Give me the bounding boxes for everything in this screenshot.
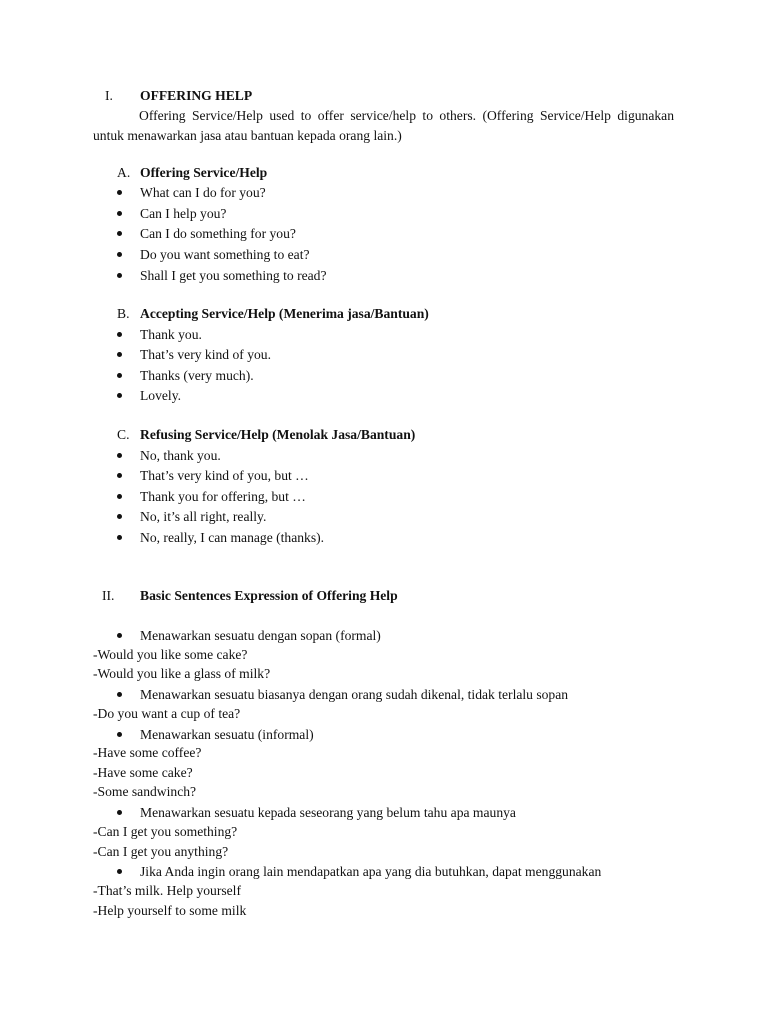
subsection-b-title: Accepting Service/Help (Menerima jasa/Bantuan) xyxy=(140,306,429,321)
bullet-icon xyxy=(117,352,122,357)
list-item: Thank you for offering, but … xyxy=(140,489,306,504)
section-1-title: OFFERING HELP xyxy=(140,88,253,103)
bullet-icon xyxy=(117,810,122,815)
list-item: Thanks (very much). xyxy=(140,368,254,383)
bullet-icon xyxy=(117,211,122,216)
example-line: -Can I get you anything? xyxy=(93,844,229,859)
bullet-icon xyxy=(117,453,122,458)
example-line: -Can I get you something? xyxy=(93,824,238,839)
section-1-number: I. xyxy=(105,88,113,103)
bullet-icon xyxy=(117,494,122,499)
subsection-c-letter: C. xyxy=(117,427,130,442)
subsection-a-title: Offering Service/Help xyxy=(140,165,268,180)
section-2-number: II. xyxy=(102,588,115,603)
list-item: Jika Anda ingin orang lain mendapatkan apa yang dia butuhkan, dapat menggunakan xyxy=(140,864,602,879)
bullet-icon xyxy=(117,869,122,874)
list-item: No, it’s all right, really. xyxy=(140,509,267,524)
section-2-title: Basic Sentences Expression of Offering Help xyxy=(140,588,398,603)
list-item: Lovely. xyxy=(140,388,182,403)
bullet-icon xyxy=(117,514,122,519)
list-item: Can I help you? xyxy=(140,206,227,221)
bullet-icon xyxy=(117,692,122,697)
subsection-a-letter: A. xyxy=(117,165,131,180)
bullet-icon xyxy=(117,190,122,195)
example-line: -Help yourself to some milk xyxy=(93,903,247,918)
example-line: -Would you like a glass of milk? xyxy=(93,666,271,681)
list-item: Shall I get you something to read? xyxy=(140,268,327,283)
example-line: -Have some cake? xyxy=(93,765,193,780)
bullet-icon xyxy=(117,473,122,478)
bullet-icon xyxy=(117,231,122,236)
section-1-intro: Offering Service/Help used to offer service/help to others. (Offering Service/Help digunakan untuk menawarkan jasa atau bantuan kepada orang lain.) xyxy=(93,108,674,143)
bullet-icon xyxy=(117,633,122,638)
subsection-c-title: Refusing Service/Help (Menolak Jasa/Bantuan) xyxy=(140,427,416,442)
bullet-icon xyxy=(117,535,122,540)
subsection-b-letter: B. xyxy=(117,306,130,321)
example-line: -That’s milk. Help yourself xyxy=(93,883,241,898)
list-item: That’s very kind of you, but … xyxy=(140,468,309,483)
bullet-icon xyxy=(117,373,122,378)
list-item: Thank you. xyxy=(140,327,202,342)
list-item: That’s very kind of you. xyxy=(140,347,272,362)
bullet-icon xyxy=(117,732,122,737)
list-item: Menawarkan sesuatu dengan sopan (formal) xyxy=(140,628,381,643)
list-item: Do you want something to eat? xyxy=(140,247,310,262)
list-item: Menawarkan sesuatu kepada seseorang yang belum tahu apa maunya xyxy=(140,805,516,820)
bullet-icon xyxy=(117,273,122,278)
list-item: Menawarkan sesuatu biasanya dengan orang sudah dikenal, tidak terlalu sopan xyxy=(140,687,569,702)
list-item: What can I do for you? xyxy=(140,185,266,200)
list-item: No, really, I can manage (thanks). xyxy=(140,530,325,545)
example-line: -Do you want a cup of tea? xyxy=(93,706,241,721)
bullet-icon xyxy=(117,393,122,398)
example-line: -Have some coffee? xyxy=(93,745,202,760)
example-line: -Would you like some cake? xyxy=(93,647,248,662)
example-line: -Some sandwinch? xyxy=(93,784,197,799)
list-item: Can I do something for you? xyxy=(140,226,296,241)
list-item: No, thank you. xyxy=(140,448,221,463)
list-item: Menawarkan sesuatu (informal) xyxy=(140,727,314,742)
bullet-icon xyxy=(117,252,122,257)
bullet-icon xyxy=(117,332,122,337)
